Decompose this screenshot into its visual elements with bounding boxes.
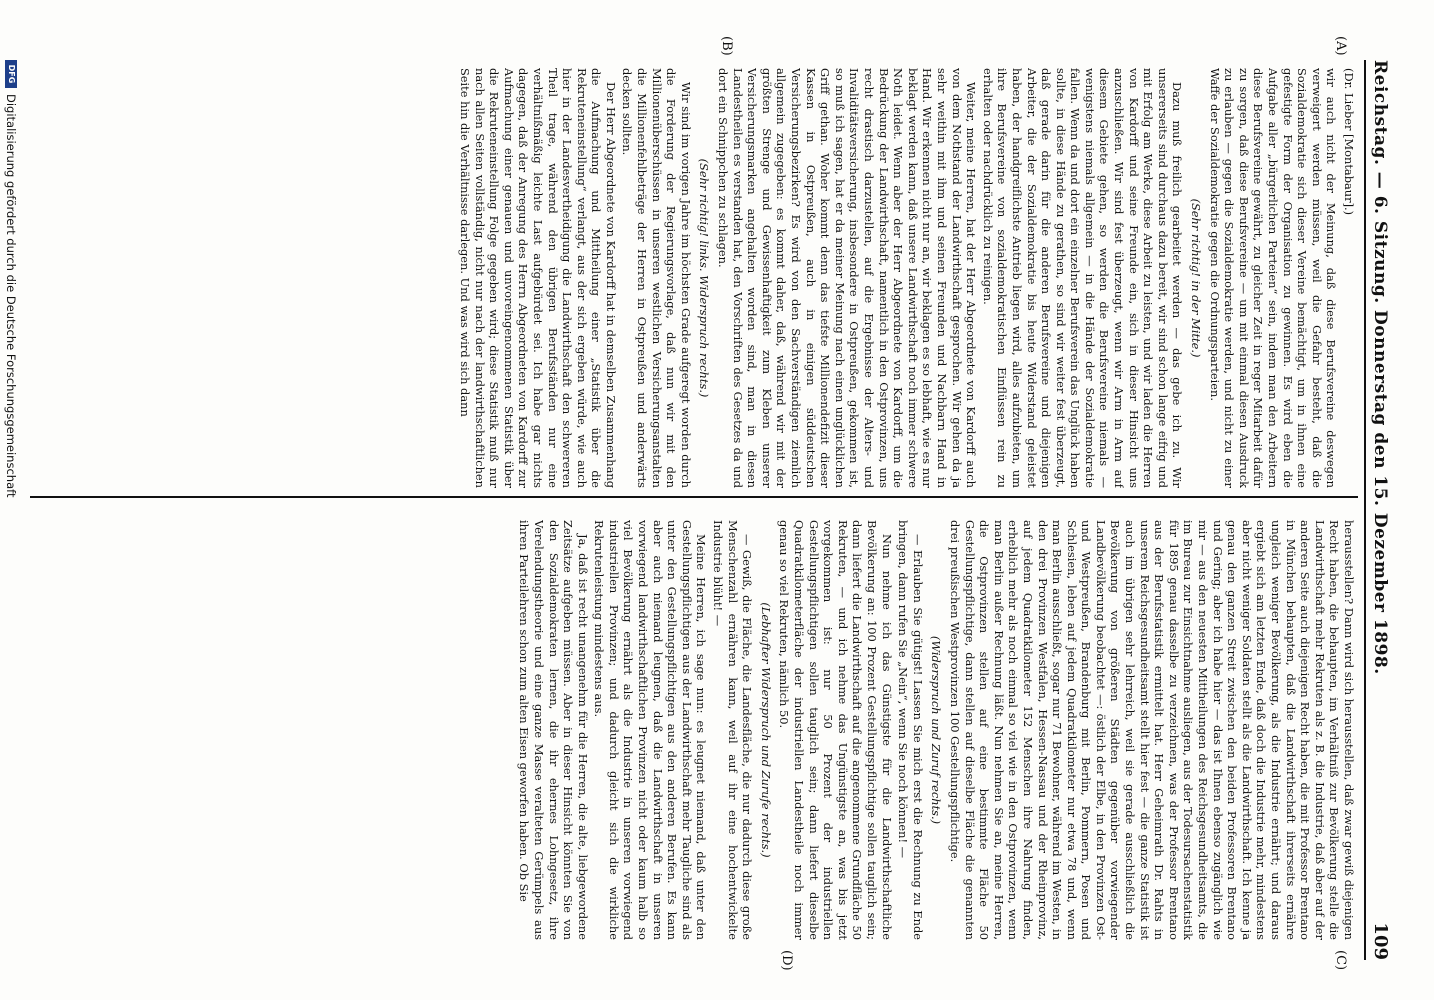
paragraph: herausstellen? Dann wird sich herausstellen, daß zwar gewiß diejenigen Recht haben, die behaupten, im Verhältniß zur Bevölkerung stelle die Landwirthschaft mehr Rekruten als z. B. die Industrie, daß aber auf der anderen Seite auch diejenigen Recht haben, die mit Professor Brentano in München behaupten, daß die Landwirthschaft ihrerseits ernähre ungleich weniger Bevölkerung, als die Industrie ernährt; und daraus ergiebt sich am letzten Ende, daß doch die Industrie mehr, mindestens aber nicht weniger Soldaten stellt als die Landwirthschaft. Ich kenne ja genau den ganzen Streit zwischen den beiden Professoren Brentano und Gering; aber ich habe hier — das ist Ihnen ebenso zugänglich wie mir — aus den neuesten Mittheilungen des Reichsgesundheitsamts, die im Bureau zur Einsichtnahme ausliegen, aus der Todesursachenstatistik für 1895 genau dasselbe zu verzeichnen, was der Professor Brentano aus der Berufsstatistik ermittelt hat. Herr Geheimrath Dr. Rahts in unserem Reichsgesundheitsamt stellt hier fest — die ganze Statistik ist auch im übrigen sehr lehrreich, weil sie gerade ausschließlich die Bevölkerung von größeren Städten gegenüber vorwiegender Landbevölkerung beobachtet —: östlich der Elbe, in den Provinzen Ost- und Westpreußen, Brandenburg mit Berlin, Pommern, Posen und Schlesien, leben auf jedem Quadratkilometer nur etwa 78 und, wenn man Berlin ausschließt, sogar nur 71 Bewohner, während im Westen, in den drei Provinzen Westfalen, Hessen-Nassau und der Rheinprovinz, auf jedem Quadratkilometer 152 Menschen ihre Nahrung finden, erheblich mehr als noch einmal so viel wie in den Ostprovinzen, wenn man Berlin außer Rechnung läßt. Nun nehmen Sie an, meine Herren, die Ostprovinzen stellen auf eine bestimmte Fläche 50 Gestellungspflichtige, dann stellen auf dieselbe Fläche die genannten drei preußischen Westprovinzen 100 Gestellungspflichtige. — [947, 520, 1356, 940]
paragraph: Dazu muß freilich gearbeitet werden — das gebe ich zu. Wir unsererseits sind durchaus dazu bereit, wir sind schon lange eifrig und mit Erfolg am Werke, diese Arbeit zu leisten, und wir laden die Herren von Kardorff und seine Freunde ein, sich in dieser Hinsicht uns anzuschließen. Wir sind fest überzeugt, wenn wir Arm in Arm auf diesem Gebiete gehen, so werden die Berufsvereine niemals — wenigstens niemals allgemein — in die Hände der Sozialdemokratie fallen. Wenn da und dort ein einzelner Berufsverein das Unglück haben sollte, in diese Hände zu gerathen, so sind wir weiter fest überzeugt, daß gerade darin für die anderen Berufsvereine und diejenigen Arbeiter, die der Sozialdemokratie bis heute Widerstand geleistet haben, der handgreiflichste Antrieb liegen wird, alles aufzubieten, um ihre Berufsvereine von sozialdemokratischen Einflüssen rein zu erhalten oder nachdrücklich zu reinigen. — [980, 68, 1185, 488]
paragraph: — Erlauben Sie gütigst! Lassen Sie mich erst die Rechnung zu Ende bringen, dann rufen Sie „Nein“, wenn Sie noch können! — — [896, 520, 925, 940]
interjection: (Sehr richtig! in der Mitte.) — [1189, 198, 1204, 358]
right-column — [30, 520, 1356, 940]
dfg-logo: DFG — [5, 60, 17, 88]
interjection: (Widerspruch und Zuruf rechts.) — [929, 635, 944, 825]
margin-marker-c: (C) — [1333, 950, 1348, 971]
interjection: (Sehr richtig! links. Widerspruch rechts.) — [697, 158, 712, 398]
paragraph: Weiter, meine Herren, hat der Herr Abgeordnete von Kardorff auch von dem Nothstand der Landwirthschaft gesprochen. Wir gehen da ja sehr weithin mit ihm und seinen Freunden und Nachbarn Hand in Hand. Wir erkennen nicht nur an, wir beklagen es so lebhaft, wie es nur beklagt werden kann, daß unsere Landwirthschaft noch immer schwere Noth leidet. Wenn aber der Herr Abgeordnete von Kardorff, um die Bedrückung der Landwirthschaft, namentlich in den Ostprovinzen, uns recht drastisch darzustellen, auf die Ergebnisse der Alters- und Invaliditätsversicherung, insbesondere in Ostpreußen, gekommen ist, so muß ich sagen, hat er da meiner Meinung nach einen unglücklichen Griff gethan. Woher kommt denn das tiefste Millionendefizit dieser Kassen in Ostpreußen, auch in einigen süddeutschen Versicherungsbezirken? Es wird von den Sachverständigen ziemlich allgemein zugegeben: es kommt daher, daß, während wir mit der größten Strenge und Gewissenhaftigkeit zum Kleben unserer Versicherungsmarken angehalten worden sind, man in diesen Landestheilen es verstanden hat, den Vorschriften des Gesetzes da und dort ein Schnippchen zu schlagen. — [716, 68, 979, 488]
left-column — [30, 68, 1356, 488]
paragraph: wir auch nicht der Meinung, daß diese Berufsvereine deswegen verweigert werden müssen, weil die Gefahr besteht, daß die Sozialdemokratie sich dieser Vereine bemächtigt, um in ihnen eine gefestigte Form der Organisation zu gewinnen. Es wird eben die Aufgabe aller „bürgerlichen Parteien“ sein, indem man den Arbeitern diese Berufsvereine gewährt, zu gleicher Zeit in reger Mitarbeit dafür zu sorgen, daß diese Berufsvereine — um mit einmal diesen Ausdruck zu erlauben — gegen die Sozialdemokratie werden, und nicht zu einer Waffe der Sozialdemokratie gegen die Ordnungsparteien. — [1207, 68, 1339, 488]
interjection: (Lebhafter Widerspruch und Zurufe rechts.) — [758, 602, 773, 858]
paragraph: Wir sind im vorigen Jahre im höchsten Grade aufgeregt worden durch die Forderung der Regierungsvorlage, daß nun wir mit den Millionenüberschüssen in unseren westlichen Versicherungsanstalten die Millionenfehlbeträge der Herren in Ostpreußen und anderwärts decken sollten. — [620, 68, 693, 488]
paragraph: — Gewiß, die Fläche, die Landesfläche, die nur dadurch diese große Menschenzahl ernähren kann, weil auf ihr eine hochentwickelte Industrie blüht! — — [711, 520, 755, 940]
paragraph: Nun nehme ich das Günstigste für die Landwirthschaftliche Bevölkerung an: 100 Prozent Gestellungspflichtige sollen tauglich sein; dann liefert die Landwirthschaft auf die angenommene Grundfläche 50 Rekruten, — und ich nehme das Ungünstigste an, was bis jetzt vorgekommen ist: nur 50 Prozent der industriellen Gestellungspflichtigen sollen tauglich sein; dann liefert dieselbe Quadratkilometerfläche der industriellen Landestheile noch immer genau so viel Rekruten, nämlich 50. — [777, 520, 894, 940]
page-number: 109 — [1370, 922, 1391, 960]
funding-footer — [4, 60, 18, 497]
paragraph: Der Herr Abgeordnete von Kardorff hat in demselben Zusammenhang die Aufmachung und Mittheilung einer „Statistik über die Rekruteneinstellung“ verlangt, aus der sich ergeben würde, wie auch hier in der Landesvertheidigung die Landwirthschaft den schwereren Theil trage, während den übrigen Berufsständen nur eine verhältnißmäßig leichte Last aufgebürdet sei. Ich habe gar nichts dagegen, daß der Anregung des Herrn Abgeordneten von Kardorff zur Aufmachung einer genauen und unvoreingenommenen Statistik über die Rekruteneinstellung Folge gegeben wird; diese Statistik muß nur nach allen Seiten vollständig, nicht nur nach der landwirthschaftlichen Seite hin die Verhältnisse darlegen. Und was wird sich dann — [457, 68, 618, 488]
funding-note: Digitalisierung gefördert durch die Deutsche Forschungsgemeinschaft — [4, 94, 18, 498]
margin-marker-b: (B) — [719, 36, 734, 56]
paragraph: Ja, daß ist recht unangenehm für die Herren, die alte, liebgewordene Zeitsätze aufgeben müssen. Aber in dieser Hinsicht könnten Sie von den Sozialdemokraten lernen, die ihr ehernes Lohngesetz, ihre Verelendungstheorie und eine ganze Masse veralteten Gerümpels aus ihren Parteilehren schon zum alten Eisen geworfen haben. Ob Sie — [517, 520, 590, 940]
margin-marker-a: (A) — [1333, 36, 1348, 56]
page-header — [1364, 60, 1404, 960]
paragraph: Meine Herren, ich sage nun: es leugnet niemand, daß unter den Gestellungspflichtigen aus der Landwirthschaft mehr Taugliche sind als unter den Gestellungspflichtigen aus den anderen Berufen. Es kann aber auch niemand leugnen, daß die Landwirthschaft in unseren vorwiegend landwirthschaftlichen Provinzen nicht oder kaum halb so viel Bevölkerung ernährt als die Industrie in unseren vorwiegend industriellen Provinzen; und dadurch gleicht sich die wirkliche Rekrutenleistung mindestens aus. — [592, 520, 709, 940]
margin-marker-d: (D) — [779, 950, 794, 971]
speaker-attribution: (Dr. Lieber [Montabaur].) — [1342, 68, 1356, 216]
running-title: Reichstag. — 6. Sitzung. Donnerstag den 15. Dezember 1898. — [1370, 60, 1390, 675]
column-divider — [30, 496, 1358, 498]
